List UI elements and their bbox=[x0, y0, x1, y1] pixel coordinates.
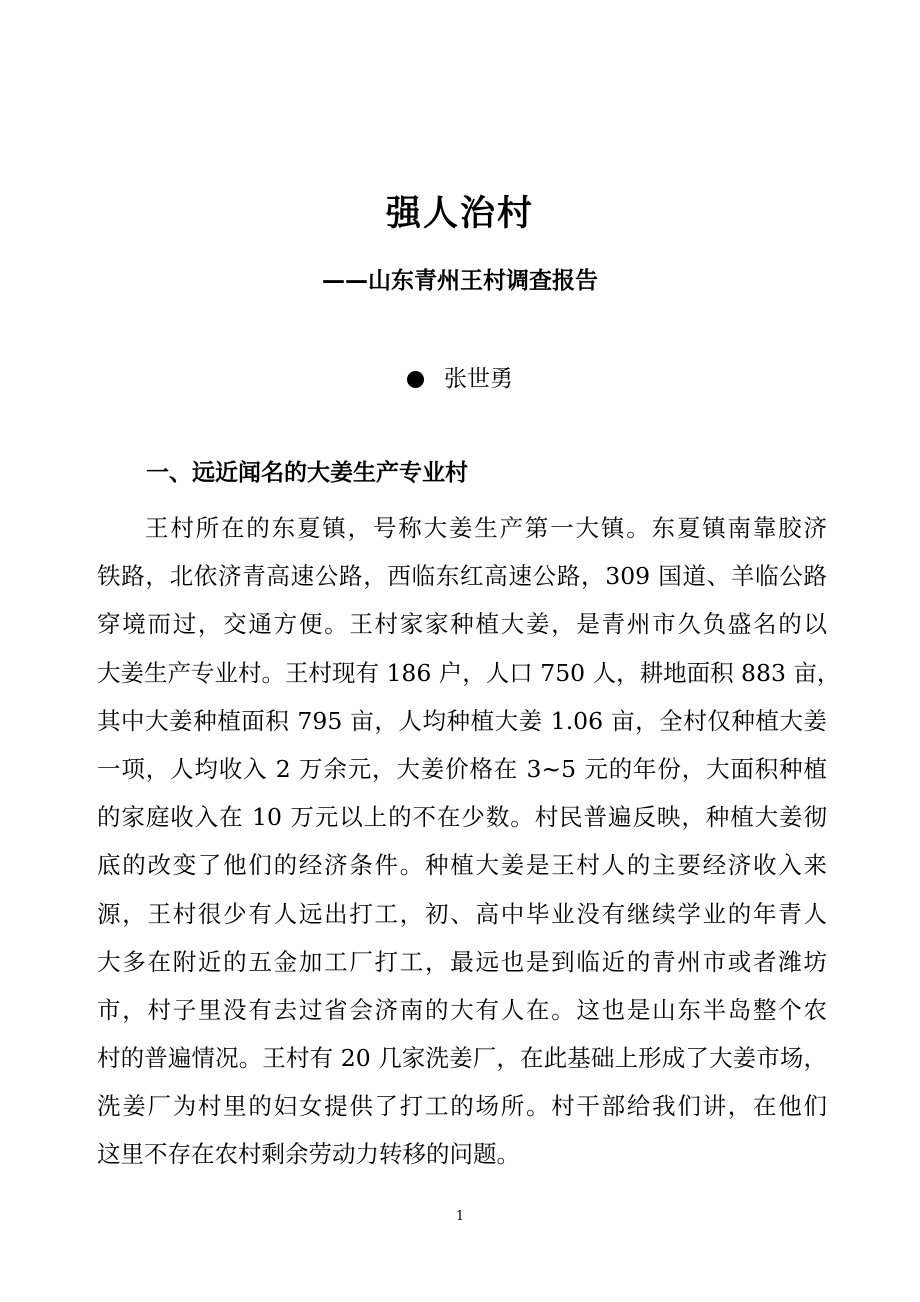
document-title: 强人治村 bbox=[385, 194, 534, 234]
paragraph-line: 王村所在的东夏镇，号称大姜生产第一大镇。东夏镇南靠胶济 bbox=[145, 514, 827, 542]
paragraph-line: 的家庭收入在 10 万元以上的不在少数。村民普遍反映，种植大姜彻 bbox=[97, 803, 827, 832]
paragraph-line: 源，王村很少有人远出打工，初、高中毕业没有继续学业的年青人 bbox=[97, 899, 827, 928]
page-number: 1 bbox=[455, 1209, 465, 1224]
paragraph-line: 这里不存在农村剩余劳动力转移的问题。 bbox=[97, 1140, 520, 1169]
paragraph-line: 其中大姜种植面积 795 亩，人均种植大姜 1.06 亩，全村仅种植大姜 bbox=[97, 706, 827, 735]
paragraph-line: 一项，人均收入 2 万余元，大姜价格在 3~5 元的年份，大面积种植 bbox=[97, 754, 827, 783]
paragraph-line: 铁路，北依济青高速公路，西临东红高速公路，309 国道、羊临公路 bbox=[97, 562, 827, 591]
paragraph-line: 大多在附近的五金加工厂打工，最远也是到临近的青州市或者潍坊 bbox=[97, 947, 827, 976]
author-line bbox=[0, 362, 920, 396]
paragraph-line: 村的普遍情况。王村有 20 几家洗姜厂，在此基础上形成了大姜市场， bbox=[97, 1044, 827, 1073]
paragraph-line: 穿境而过，交通方便。王村家家种植大姜，是青州市久负盛名的以 bbox=[97, 610, 827, 639]
bullet-icon bbox=[407, 371, 424, 388]
paragraph-line: 市，村子里没有去过省会济南的大有人在。这也是山东半岛整个农 bbox=[97, 995, 827, 1024]
paragraph-line: 大姜生产专业村。王村现有 186 户，人口 750 人，耕地面积 883 亩， bbox=[97, 658, 841, 687]
author-name: 张世勇 bbox=[444, 366, 513, 392]
paragraph-line: 洗姜厂为村里的妇女提供了打工的场所。村干部给我们讲，在他们 bbox=[97, 1092, 827, 1121]
paragraph-line: 底的改变了他们的经济条件。种植大姜是王村人的主要经济收入来 bbox=[97, 851, 827, 880]
body-paragraph bbox=[97, 504, 841, 1179]
document-subtitle: ——山东青州王村调查报告 bbox=[322, 268, 598, 294]
section-heading: 一、远近闻名的大姜生产专业村 bbox=[146, 460, 468, 486]
